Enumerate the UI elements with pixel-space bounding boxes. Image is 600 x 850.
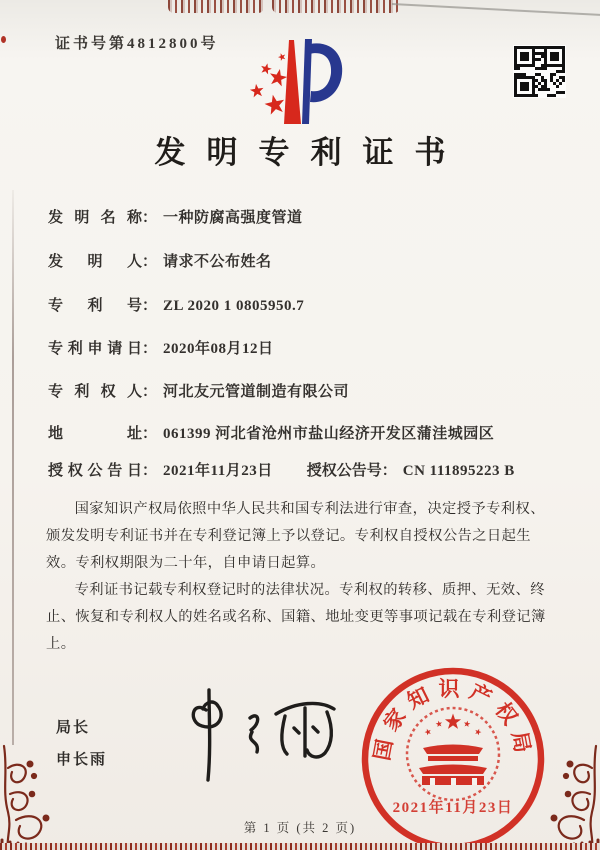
colon: ： [142, 426, 158, 442]
paper-edge-line [392, 3, 600, 16]
field-label: 授权公告号 [306, 463, 382, 479]
field-inventor [48, 250, 558, 271]
signer-name: 申长雨 [56, 752, 108, 768]
colon: ： [381, 463, 397, 479]
qr-code-icon [513, 45, 566, 98]
bottom-border-band [0, 843, 600, 850]
field-grant-date [48, 459, 558, 480]
corner-ornament-left [0, 742, 70, 850]
seal-agency-text: 国家知识产权局 [369, 677, 537, 763]
colon: ： [142, 384, 158, 400]
field-value: 061399 河北省沧州市盐山经济开发区蒲洼城园区 [163, 426, 495, 442]
certificate-number: 证书号第4812800号 [55, 36, 219, 52]
cnipa-logo-icon [228, 36, 368, 128]
field-label: 专利申请日 [48, 341, 142, 357]
page-number: 第 1 页 (共 2 页) [243, 821, 357, 835]
national-emblem-icon [419, 714, 487, 786]
handwritten-signature [176, 686, 351, 788]
field-value: 2021年11月23日 [163, 463, 273, 479]
page-title: 发明专利证书 [154, 135, 467, 170]
field-label: 专利权人 [48, 384, 142, 400]
border-fragment [1, 36, 6, 43]
colon: ： [142, 463, 158, 479]
signer-title: 局长 [56, 720, 91, 736]
legal-text [46, 496, 556, 658]
field-value: 请求不公布姓名 [163, 254, 272, 270]
legal-paragraph-1: 国家知识产权局依照中华人民共和国专利法进行审查，决定授予专利权、颁发发明专利证书并在专利登记簿上予以登记。专利权自授权公告之日起生效。专利权期限为二十年，自申请日起算。 [46, 501, 545, 571]
field-value: 2020年08月12日 [163, 341, 274, 357]
top-border-ornament-left [168, 0, 264, 13]
field-address [48, 422, 558, 443]
seal-date: 2021年11月23日 [392, 800, 514, 816]
top-border-ornament-right [272, 0, 400, 13]
paper-fold-line [12, 190, 14, 745]
legal-paragraph-2: 专利证书记载专利权登记时的法律状况。专利权的转移、质押、无效、终止、恢复和专利权人的姓名或名称、国籍、地址变更等事项记载在专利登记簿上。 [46, 582, 546, 652]
field-label: 授权公告日 [48, 463, 142, 479]
field-value: 河北友元管道制造有限公司 [163, 384, 350, 400]
field-label: 发明人 [48, 254, 142, 270]
field-value: 一种防腐高强度管道 [163, 210, 303, 226]
colon: ： [142, 341, 158, 357]
field-value: ZL 2020 1 0805950.7 [163, 298, 305, 314]
field-value: CN 111895223 B [402, 463, 515, 479]
colon: ： [142, 254, 158, 270]
field-label: 地址 [48, 426, 142, 442]
corner-ornament-right [530, 742, 600, 850]
field-grant-number [307, 463, 515, 479]
field-patent-number [48, 294, 558, 315]
field-filing-date [48, 337, 558, 358]
colon: ： [142, 298, 158, 314]
field-invention-name [48, 206, 558, 227]
field-label: 专利号 [48, 298, 142, 314]
field-label: 发明名称 [48, 210, 142, 226]
field-patentee [48, 380, 558, 401]
colon: ： [142, 210, 158, 226]
